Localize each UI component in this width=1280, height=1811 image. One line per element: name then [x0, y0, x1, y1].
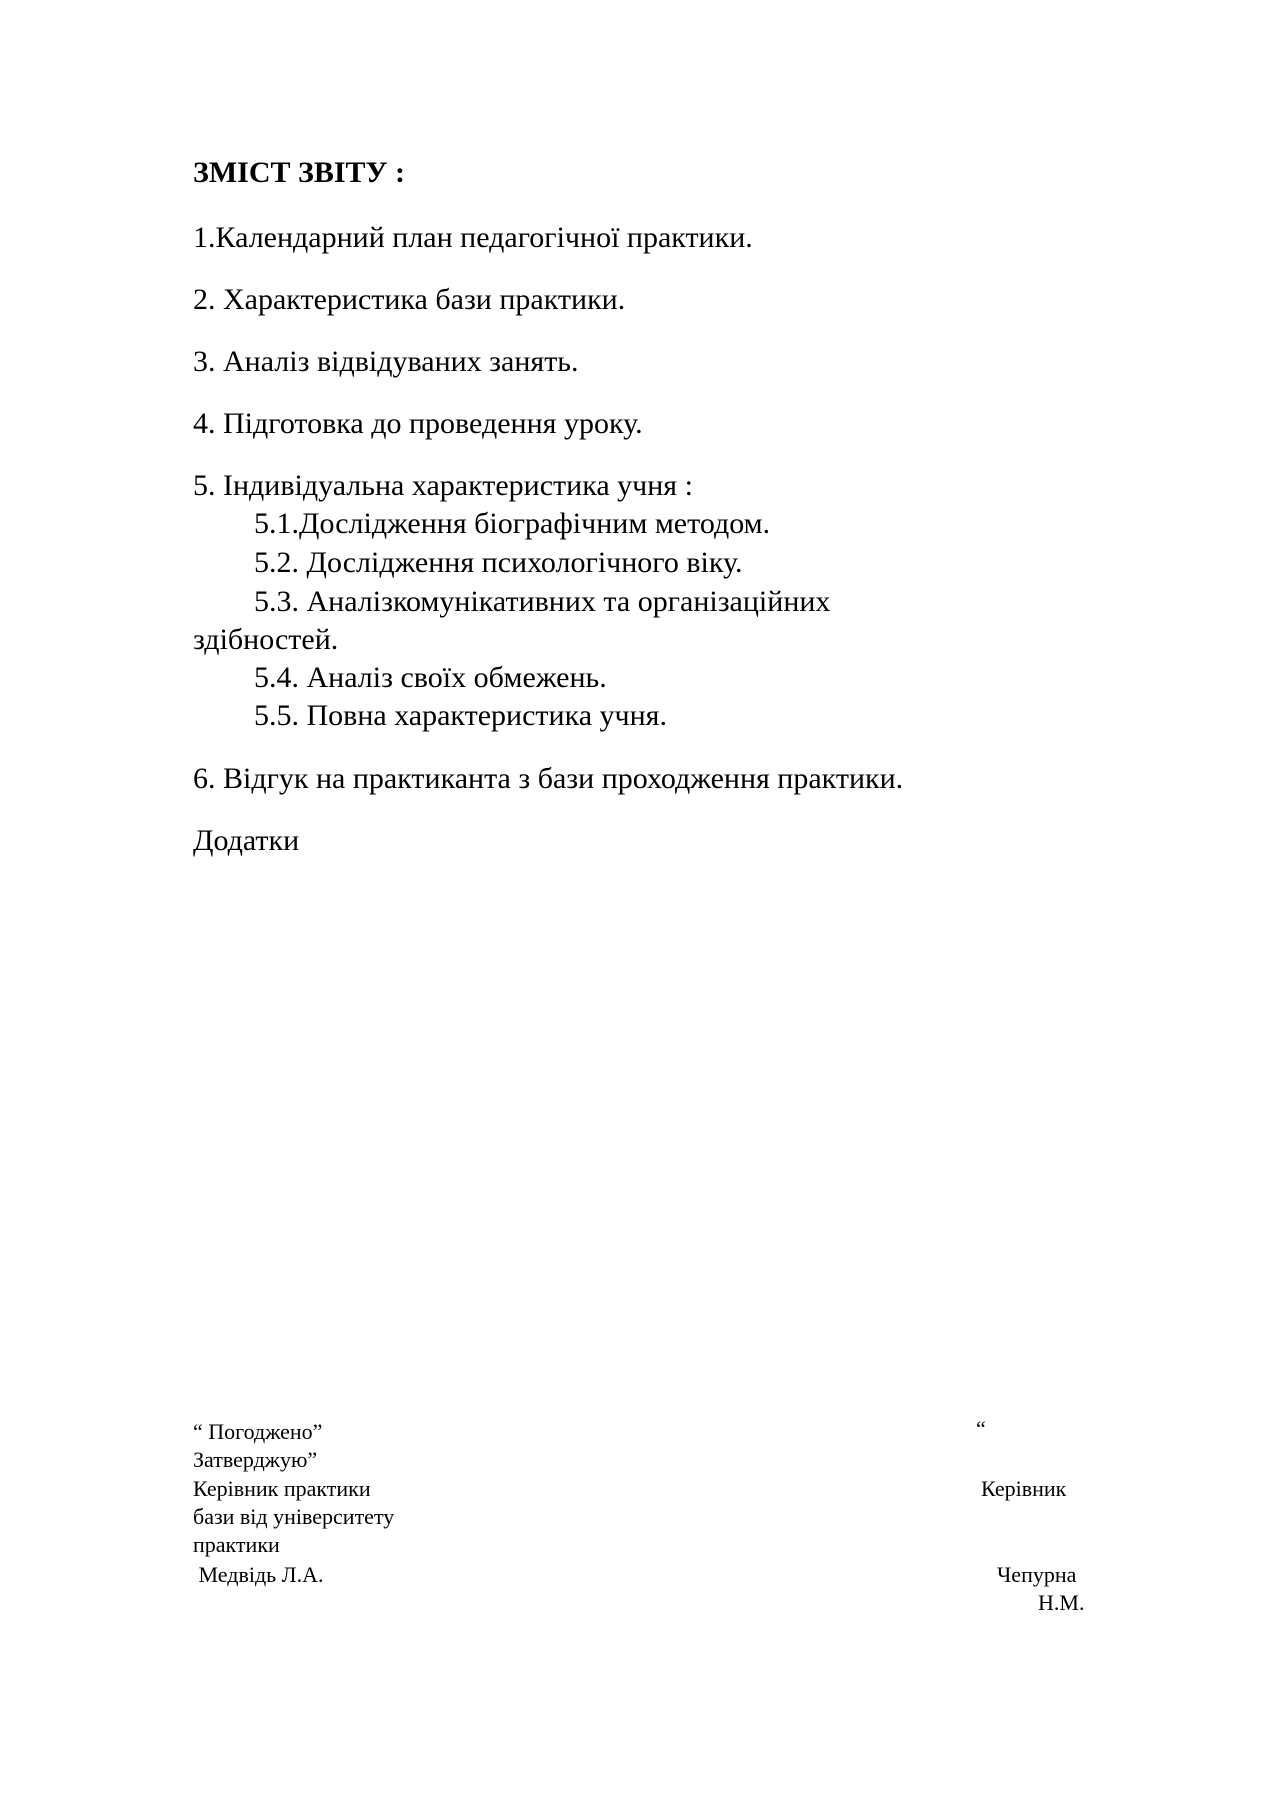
signature-approve-quote: “: [976, 1416, 986, 1441]
signature-right-name-line2: Н.М.: [1038, 1590, 1085, 1615]
toc-item-4: 4. Підготовка до проведення уроку.: [193, 407, 643, 440]
toc-item-6: 6. Відгук на практиканта з бази проходження практики.: [193, 762, 904, 795]
signature-left-head-line2: бази від університету: [193, 1504, 395, 1529]
toc-item-5-1: 5.1.Дослідження біографічним методом.: [254, 507, 771, 540]
signature-left-name: Медвідь Л.А.: [193, 1562, 324, 1587]
signature-right-name-line1: Чепурна: [997, 1562, 1077, 1587]
signature-approve-label: Затверджую”: [193, 1447, 318, 1472]
toc-title: ЗМІСТ ЗВІТУ :: [193, 156, 406, 189]
signature-agreed-label: “ Погоджено”: [193, 1419, 323, 1444]
toc-item-5-3-continuation: здібностей.: [193, 623, 339, 656]
toc-item-5-3: 5.3. Аналізкомунікативних та організаційних: [254, 585, 831, 618]
toc-item-1: 1.Календарний план педагогічної практики.: [193, 221, 753, 254]
toc-item-3: 3. Аналіз відвідуваних занять.: [193, 345, 579, 378]
toc-item-2: 2. Характеристика бази практики.: [193, 283, 626, 316]
signature-right-head: Керівник: [981, 1476, 1067, 1501]
toc-item-5-5: 5.5. Повна характеристика учня.: [254, 699, 667, 732]
toc-appendix: Додатки: [193, 824, 300, 857]
signature-left-head-line3: практики: [193, 1532, 280, 1557]
toc-item-5-4: 5.4. Аналіз своїх обмежень.: [254, 661, 607, 694]
toc-item-5-2: 5.2. Дослідження психологічного віку.: [254, 546, 743, 579]
toc-item-5: 5. Індивідуальна характеристика учня :: [193, 469, 693, 502]
signature-left-head-line1: Керівник практики: [193, 1476, 371, 1501]
